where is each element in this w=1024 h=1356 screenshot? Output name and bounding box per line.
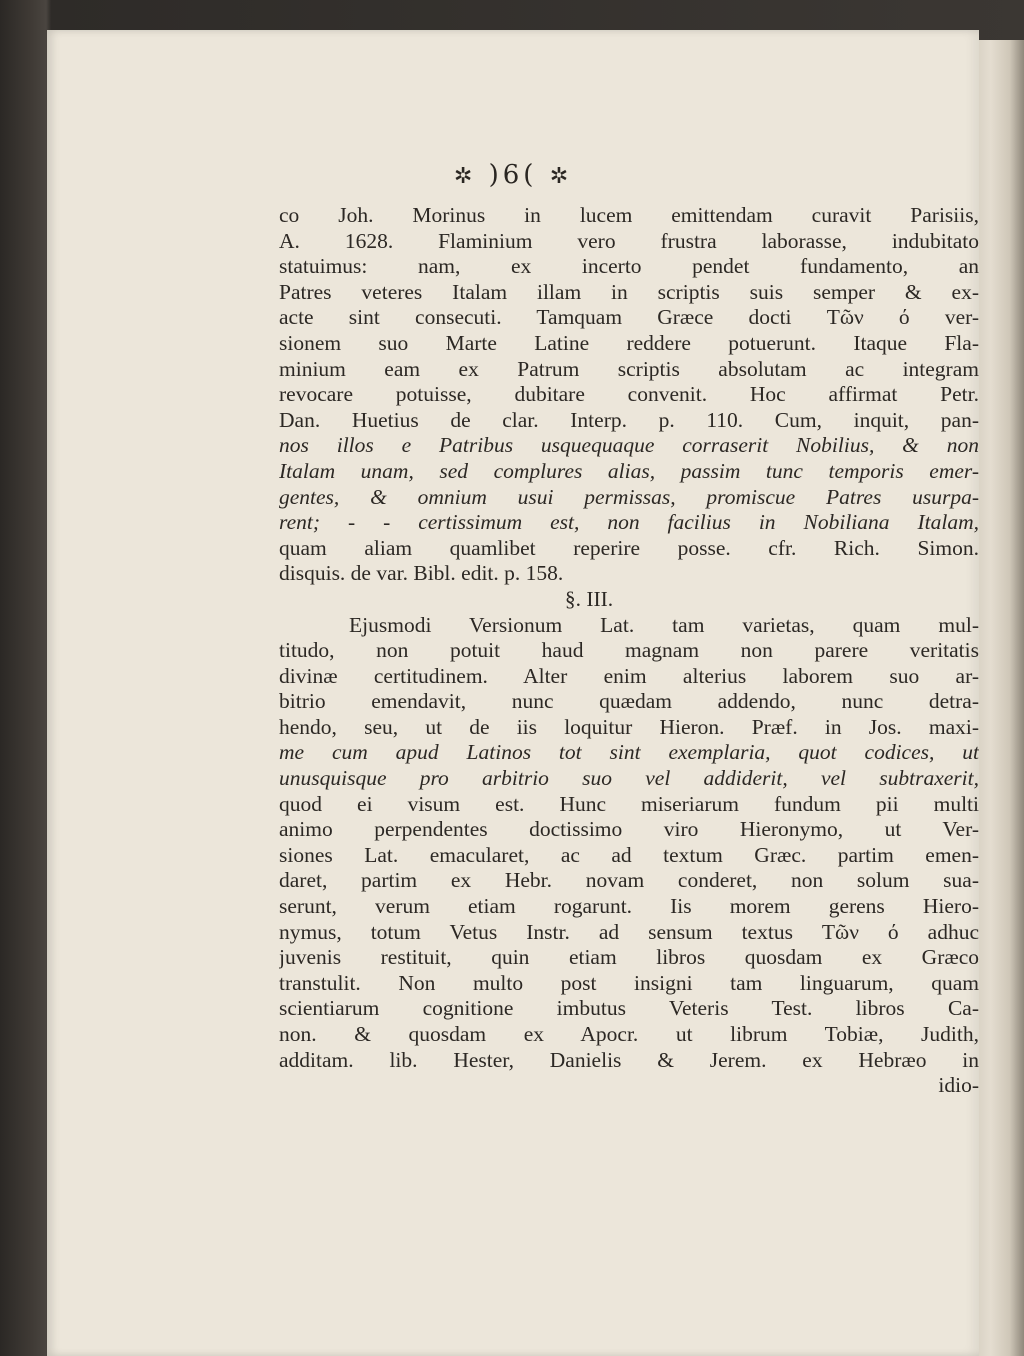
text-line: minium eam ex Patrum scriptis absolutam ac integram xyxy=(279,356,979,381)
text-line: serunt, verum etiam rogarunt. Iis morem gerens Hiero- xyxy=(279,894,979,919)
text-line: daret, partim ex Hebr. novam conderet, non solum sua- xyxy=(279,868,979,893)
text-line: statuimus: nam, ex incerto pendet fundamento, an xyxy=(279,254,979,279)
ornament-right-icon: ✲ xyxy=(549,164,573,189)
text-line: juvenis restituit, quin etiam libros quosdam ex Græco xyxy=(279,945,979,970)
text-line-italic: rent; - - certissimum est, non facilius in Nobiliana Italam, xyxy=(279,510,979,535)
page-number: )6( xyxy=(488,160,538,190)
text-line-italic: unusquisque pro arbitrio suo vel addiderit, vel subtraxerit, xyxy=(279,766,979,791)
text-line: sionem suo Marte Latine reddere potuerunt. Itaque Fla- xyxy=(279,330,979,355)
text-line: bitrio emendavit, nunc quædam addendo, nunc detra- xyxy=(279,689,979,714)
text-line: acte sint consecuti. Tamquam Græce docti Τῶν ό ver- xyxy=(279,305,979,330)
text-line: additam. lib. Hester, Danielis & Jerem. ex Hebræo in xyxy=(279,1047,979,1072)
text-line: Dan. Huetius de clar. Interp. p. 110. Cum, inquit, pan- xyxy=(279,407,979,432)
text-line-italic: me cum apud Latinos tot sint exemplaria, quot codices, ut xyxy=(279,740,979,765)
text-line: co Joh. Morinus in lucem emittendam curavit Parisiis, xyxy=(279,203,979,227)
text-line: A. 1628. Flaminium vero frustra laborasse, indubitato xyxy=(279,228,979,253)
text-line: titudo, non potuit haud magnam non parere veritatis xyxy=(279,638,979,663)
text-line: animo perpendentes doctissimo viro Hieronymo, ut Ver- xyxy=(279,817,979,842)
text-line: non. & quosdam ex Apocr. ut librum Tobiæ, Judith, xyxy=(279,1022,979,1046)
text-line: scientiarum cognitione imbutus Veteris Test. libros Ca- xyxy=(279,996,979,1021)
text-line-italic: nos illos e Patribus usquequaque corraserit Nobilius, & non xyxy=(279,433,979,458)
text-line: disquis. de var. Bibl. edit. p. 158. xyxy=(279,561,564,586)
page-edge xyxy=(976,40,1024,1356)
text-line: hendo, seu, ut de iis loquitur Hieron. Præf. in Jos. maxi- xyxy=(279,714,979,739)
text-line: Ejusmodi Versionum Lat. tam varietas, quam mul- xyxy=(349,612,979,637)
catchword: idio- xyxy=(938,1073,979,1098)
section-heading: §. III. xyxy=(564,586,614,611)
text-line: quam aliam quamlibet reperire posse. cfr. Rich. Simon. xyxy=(279,535,979,560)
page-header xyxy=(47,160,979,190)
text-line: quod ei visum est. Hunc miseriarum fundum pii multi xyxy=(279,791,979,816)
text-line-italic: gentes, & omnium usui permissas, promiscue Patres usurpa- xyxy=(279,484,979,509)
body-text xyxy=(279,203,979,1099)
text-line: nymus, totum Vetus Instr. ad sensum textus Τῶν ό adhuc xyxy=(279,919,979,944)
text-line: revocare potuisse, dubitare convenit. Hoc affirmat Petr. xyxy=(279,382,979,407)
text-line: siones Lat. emacularet, ac ad textum Græc. partim emen- xyxy=(279,842,979,867)
text-line-italic: Italam unam, sed complures alias, passim tunc temporis emer- xyxy=(279,458,979,483)
text-line: transtulit. Non multo post insigni tam linguarum, quam xyxy=(279,970,979,995)
text-line: Patres veteres Italam illam in scriptis suis semper & ex- xyxy=(279,279,979,304)
book-page xyxy=(47,30,979,1356)
ornament-left-icon: ✲ xyxy=(453,164,477,189)
text-line: divinæ certitudinem. Alter enim alterius laborem suo ar- xyxy=(279,663,979,688)
